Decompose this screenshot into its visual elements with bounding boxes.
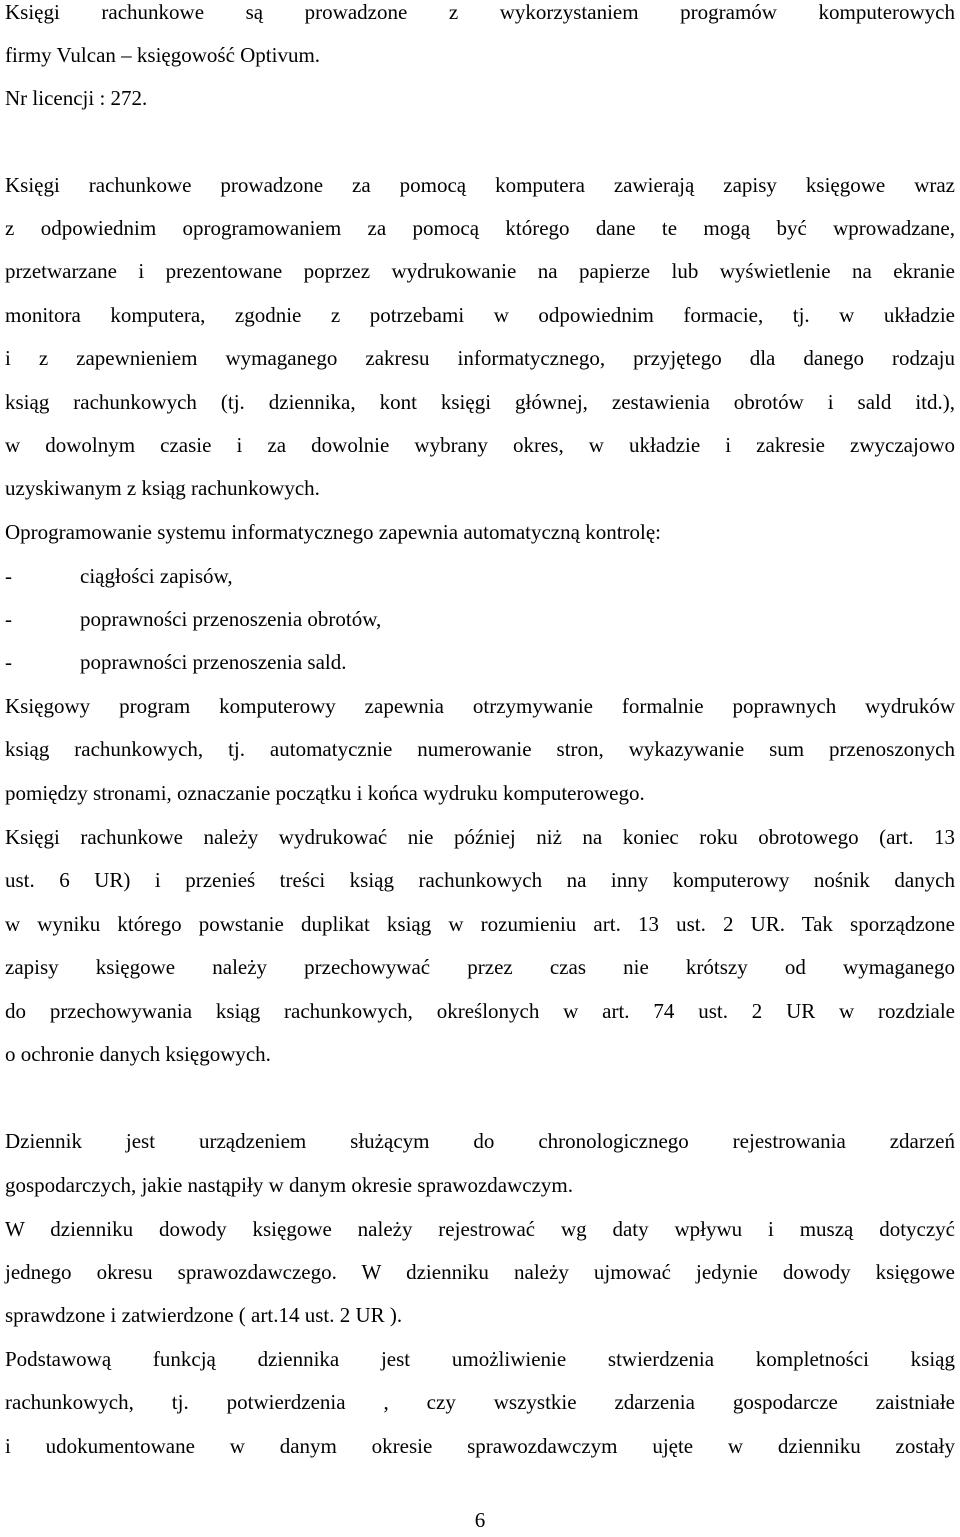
para-journal-function-line-1: Podstawową funkcją dziennika jest umożliwienie stwierdzenia kompletności ksiąg xyxy=(5,1347,955,1371)
list-item-text: ciągłości zapisów, xyxy=(80,564,233,588)
list-item-text: poprawności przenoszenia obrotów, xyxy=(80,607,382,631)
para-journal-function-line-3: i udokumentowane w danym okresie sprawozdawczym ujęte w dzienniku zostały xyxy=(5,1434,955,1458)
para-printing-line-3: w wyniku którego powstanie duplikat ksiąg w rozumieniu art. 13 ust. 2 UR. Tak sporządzone xyxy=(5,912,955,936)
para-printing-line-5: do przechowywania ksiąg rachunkowych, określonych w art. 74 ust. 2 UR w rozdziale xyxy=(5,999,955,1023)
para-printing-line-4: zapisy księgowe należy przechowywać przez czas nie krótszy od wymaganego xyxy=(5,955,955,979)
para-computer-books-line-2: z odpowiednim oprogramowaniem za pomocą którego dane te mogą być wprowadzane, xyxy=(5,216,955,240)
para-computer-books-line-8: uzyskiwanym z ksiąg rachunkowych. xyxy=(5,476,320,500)
para-journal-def-line-1: Dziennik jest urządzeniem służącym do chronologicznego rejestrowania zdarzeń xyxy=(5,1129,955,1153)
list-bullet: - xyxy=(5,607,12,631)
para-printing-line-2: ust. 6 UR) i przenieś treści ksiąg rachunkowych na inny komputerowy nośnik danych xyxy=(5,868,955,892)
para-printing-line-1: Księgi rachunkowe należy wydrukować nie później niż na koniec roku obrotowego (art. 13 xyxy=(5,825,955,849)
intro-line-2: firmy Vulcan – księgowość Optivum. xyxy=(5,43,321,67)
para-computer-books-line-3: przetwarzane i prezentowane poprzez wydrukowanie na papierze lub wyświetlenie na ekranie xyxy=(5,259,955,283)
list-bullet: - xyxy=(5,564,12,588)
para-computer-books-line-5: i z zapewnieniem wymaganego zakresu informatycznego, przyjętego dla danego rodzaju xyxy=(5,346,955,370)
para-computer-books-line-6: ksiąg rachunkowych (tj. dziennika, kont księgi głównej, zestawienia obrotów i sald itd.), xyxy=(5,390,955,414)
license-number: Nr licencji : 272. xyxy=(5,86,148,110)
para-journal-def-line-2: gospodarczych, jakie nastąpiły w danym okresie sprawozdawczym. xyxy=(5,1173,573,1197)
para-computer-books-line-1: Księgi rachunkowe prowadzone za pomocą komputera zawierają zapisy księgowe wraz xyxy=(5,173,955,197)
para-computer-books-line-4: monitora komputera, zgodnie z potrzebami w odpowiednim formacie, tj. w układzie xyxy=(5,303,955,327)
para-journal-docs-line-1: W dzienniku dowody księgowe należy rejestrować wg daty wpływu i muszą dotyczyć xyxy=(5,1217,955,1241)
intro-line-1: Księgi rachunkowe są prowadzone z wykorzystaniem programów komputerowych xyxy=(5,0,955,24)
para-program-line-1: Księgowy program komputerowy zapewnia otrzymywanie formalnie poprawnych wydruków xyxy=(5,694,955,718)
control-intro: Oprogramowanie systemu informatycznego zapewnia automatyczną kontrolę: xyxy=(5,520,662,544)
list-bullet: - xyxy=(5,650,12,674)
para-printing-line-6: o ochronie danych księgowych. xyxy=(5,1042,271,1066)
page-number: 6 xyxy=(474,1508,486,1532)
para-journal-docs-line-3: sprawdzone i zatwierdzone ( art.14 ust. 2 UR ). xyxy=(5,1303,403,1327)
para-journal-docs-line-2: jednego okresu sprawozdawczego. W dzienniku należy ujmować jedynie dowody księgowe xyxy=(5,1260,955,1284)
para-program-line-2: ksiąg rachunkowych, tj. automatycznie numerowanie stron, wykazywanie sum przenoszonych xyxy=(5,737,955,761)
para-computer-books-line-7: w dowolnym czasie i za dowolnie wybrany okres, w układzie i zakresie zwyczajowo xyxy=(5,433,955,457)
list-item-text: poprawności przenoszenia sald. xyxy=(80,650,347,674)
para-program-line-3: pomiędzy stronami, oznaczanie początku i końca wydruku komputerowego. xyxy=(5,781,645,805)
para-journal-function-line-2: rachunkowych, tj. potwierdzenia , czy wszystkie zdarzenia gospodarcze zaistniałe xyxy=(5,1390,955,1414)
